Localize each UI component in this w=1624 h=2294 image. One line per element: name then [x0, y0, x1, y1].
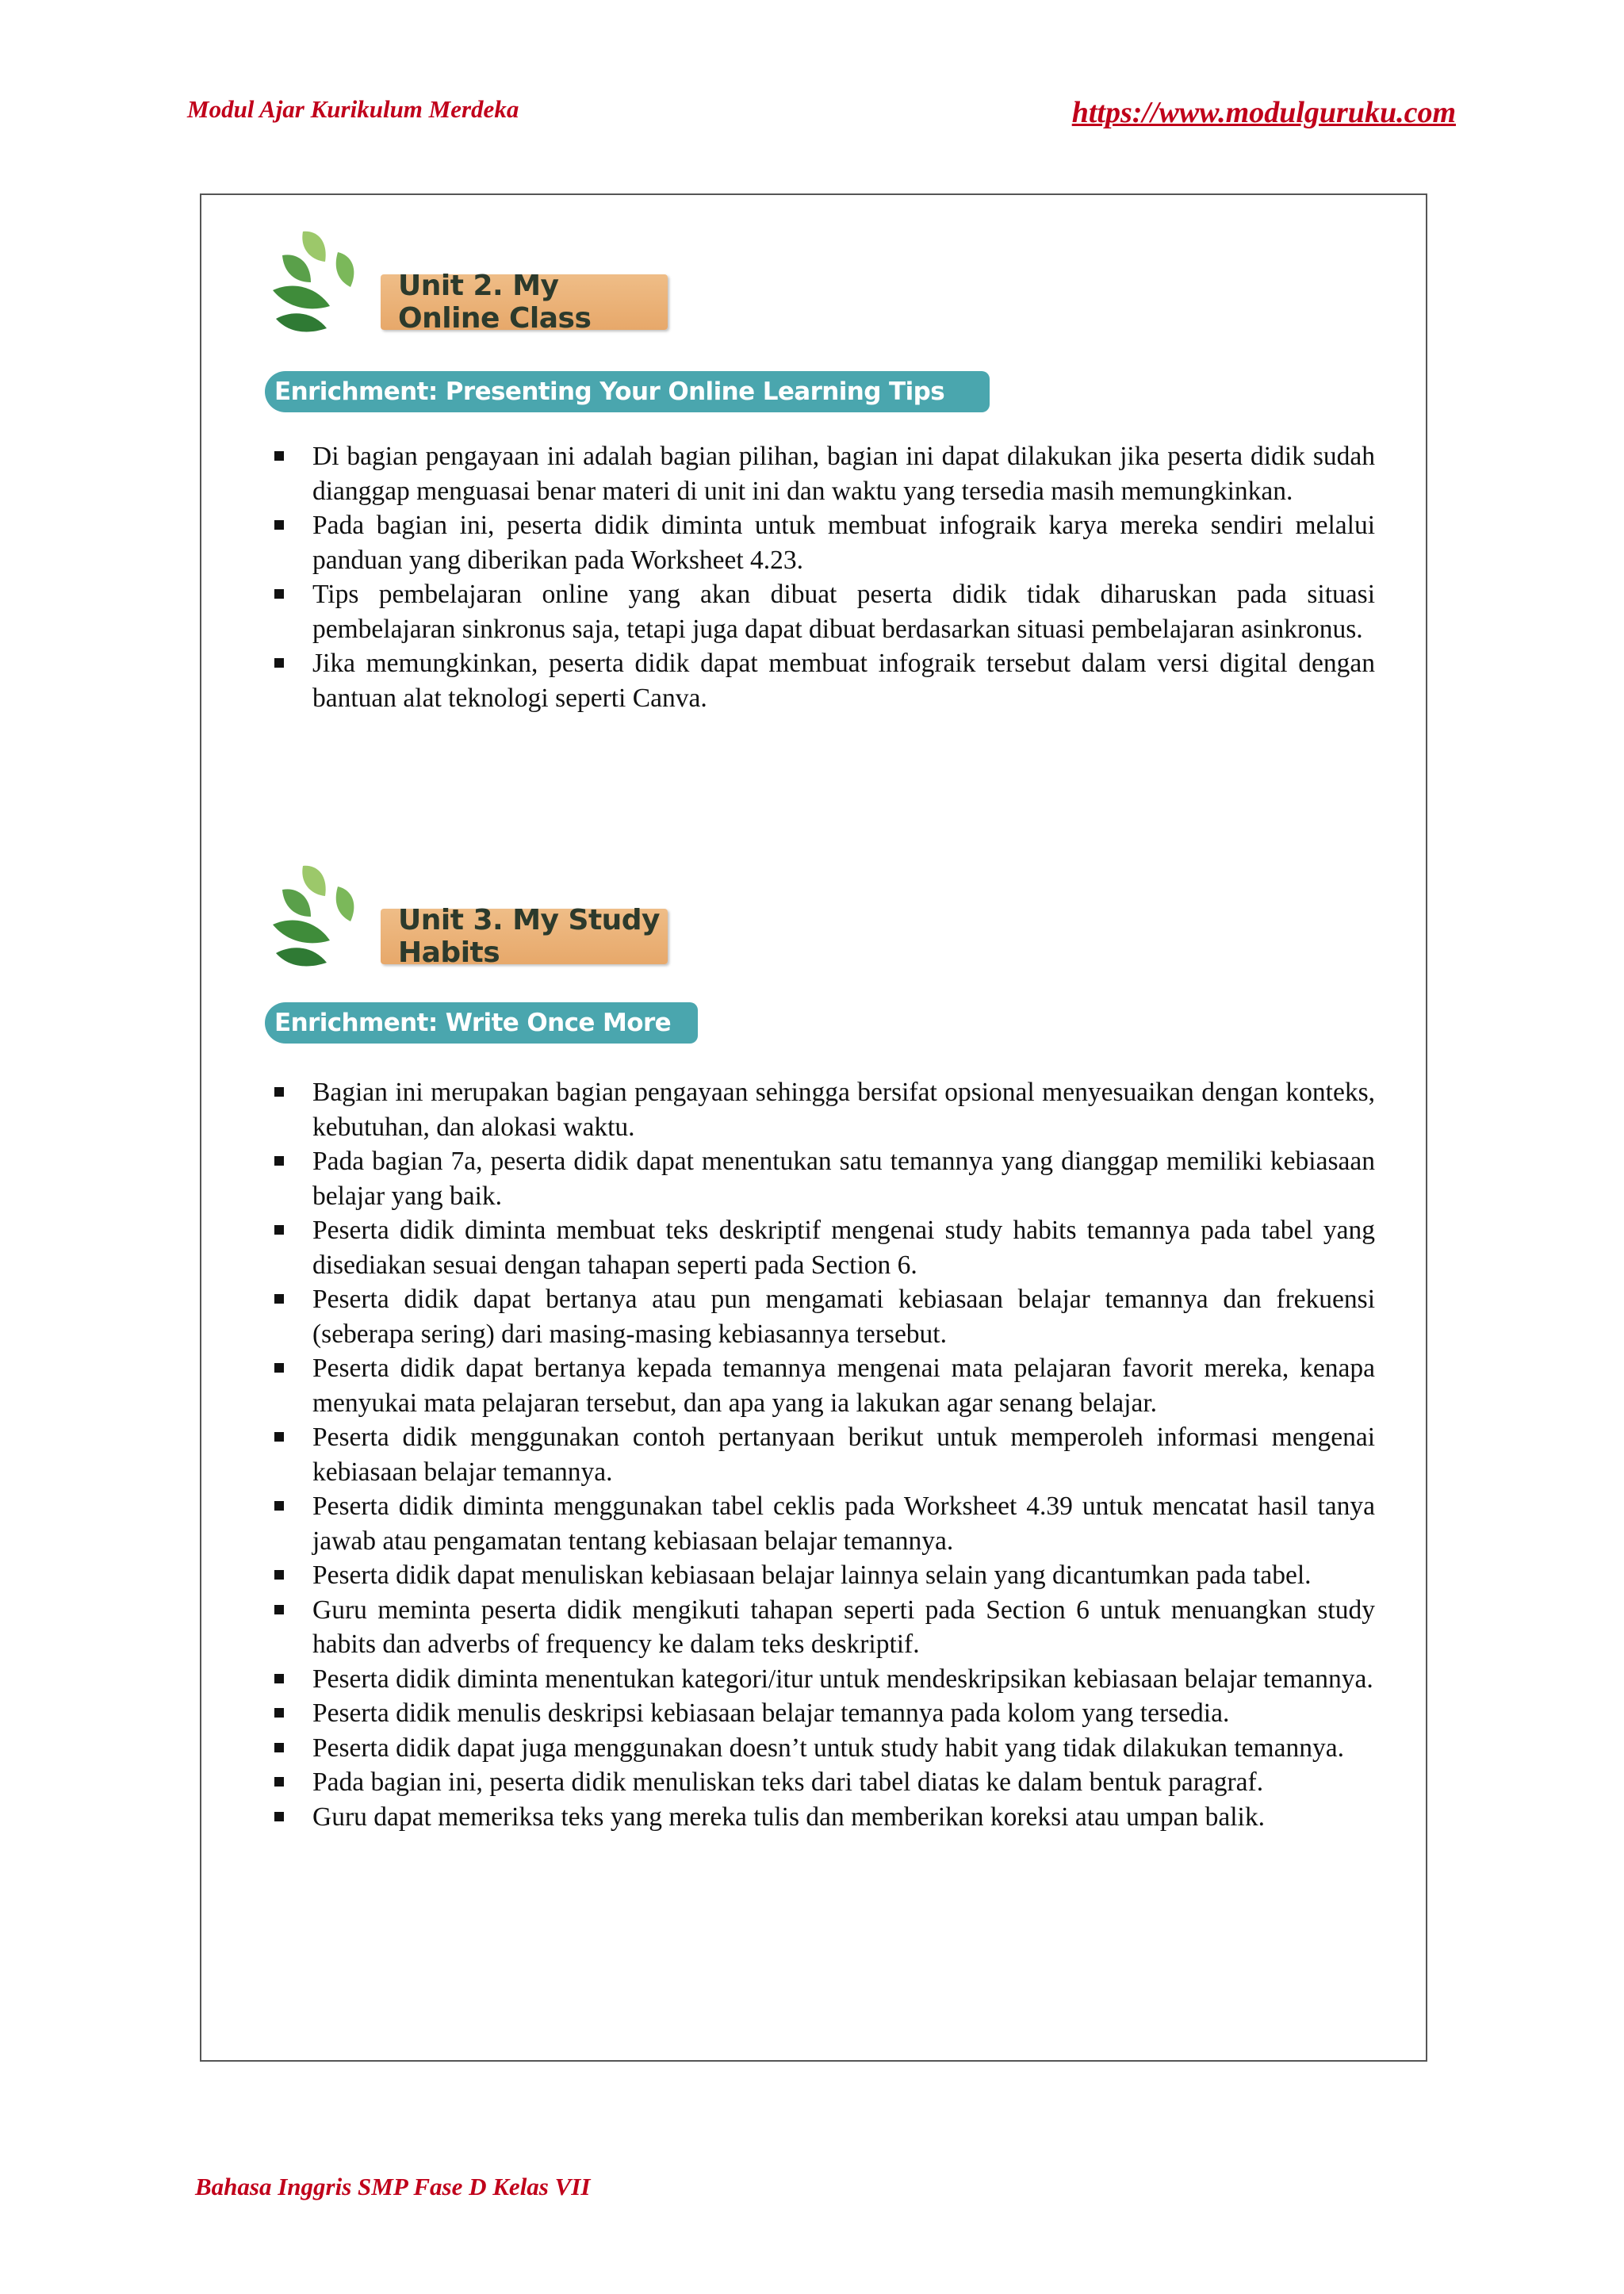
unit-title: Unit 2. My Online Class	[381, 274, 668, 330]
enrichment-pill: Enrichment: Write Once More	[265, 1002, 698, 1044]
unit-title: Unit 3. My Study Habits	[381, 909, 668, 964]
list-item: Peserta didik menggunakan contoh pertanyaan berikut untuk memperoleh informasi mengenai kebiasaan belajar temannya.	[271, 1420, 1375, 1489]
list-item: Pada bagian 7a, peserta didik dapat menentukan satu temannya yang dianggap memiliki kebiasaan belajar yang baik.	[271, 1144, 1375, 1213]
leaf-icon	[262, 224, 389, 358]
header-website-link[interactable]: https://www.modulguruku.com	[1071, 96, 1456, 129]
list-item: Tips pembelajaran online yang akan dibuat peserta didik tidak diharuskan pada situasi pembelajaran sinkronus saja, tetapi juga dapat dibuat berdasarkan situasi pembelajaran asinkronus.	[271, 577, 1375, 646]
list-item: Bagian ini merupakan bagian pengayaan sehingga bersifat opsional menyesuaikan dengan konteks, kebutuhan, dan alokasi waktu.	[271, 1075, 1375, 1144]
content-box	[200, 193, 1427, 2062]
leaf-icon	[262, 858, 389, 993]
list-item: Peserta didik diminta menentukan kategori/itur untuk mendeskripsikan kebiasaan belajar temannya.	[271, 1662, 1375, 1697]
list-item: Peserta didik dapat bertanya atau pun mengamati kebiasaan belajar temannya dan frekuensi (seberapa sering) dari masing-masing kebiasannya tersebut.	[271, 1282, 1375, 1351]
list-item: Peserta didik dapat juga menggunakan doesn’t untuk study habit yang tidak dilakukan temannya.	[271, 1731, 1375, 1766]
unit-2-bullet-list	[271, 439, 1375, 715]
unit-2-banner	[262, 224, 706, 358]
list-item: Guru dapat memeriksa teks yang mereka tulis dan memberikan koreksi atau umpan balik.	[271, 1800, 1375, 1835]
list-item: Peserta didik diminta membuat teks deskriptif mengenai study habits temannya pada tabel yang disediakan sesuai dengan tahapan seperti pada Section 6.	[271, 1213, 1375, 1282]
list-item: Guru meminta peserta didik mengikuti tahapan seperti pada Section 6 untuk menuangkan study habits dan adverbs of frequency ke dalam teks deskriptif.	[271, 1593, 1375, 1662]
list-item: Jika memungkinkan, peserta didik dapat membuat infograik tersebut dalam versi digital dengan bantuan alat teknologi seperti Canva.	[271, 646, 1375, 715]
list-item: Di bagian pengayaan ini adalah bagian pilihan, bagian ini dapat dilakukan jika peserta didik sudah dianggap menguasai benar materi di unit ini dan waktu yang tersedia masih memungkinkan.	[271, 439, 1375, 508]
list-item: Peserta didik diminta menggunakan tabel ceklis pada Worksheet 4.39 untuk mencatat hasil tanya jawab atau pengamatan tentang kebiasaan belajar temannya.	[271, 1489, 1375, 1558]
list-item: Peserta didik dapat menuliskan kebiasaan belajar lainnya selain yang dicantumkan pada tabel.	[271, 1558, 1375, 1593]
list-item: Peserta didik dapat bertanya kepada temannya mengenai mata pelajaran favorit mereka, kenapa menyukai mata pelajaran tersebut, dan apa yang ia lakukan agar senang belajar.	[271, 1351, 1375, 1420]
list-item: Pada bagian ini, peserta didik diminta untuk membuat infograik karya mereka sendiri melalui panduan yang diberikan pada Worksheet 4.23.	[271, 508, 1375, 577]
list-item: Peserta didik menulis deskripsi kebiasaan belajar temannya pada kolom yang tersedia.	[271, 1696, 1375, 1731]
unit-3-banner	[262, 858, 706, 993]
list-item: Pada bagian ini, peserta didik menuliskan teks dari tabel diatas ke dalam bentuk paragraf.	[271, 1765, 1375, 1800]
footer-course-label: Bahasa Inggris SMP Fase D Kelas VII	[195, 2173, 591, 2200]
enrichment-pill: Enrichment: Presenting Your Online Learning Tips	[265, 371, 990, 412]
header-left-title: Modul Ajar Kurikulum Merdeka	[187, 95, 519, 123]
unit-3-bullet-list	[271, 1075, 1375, 1834]
